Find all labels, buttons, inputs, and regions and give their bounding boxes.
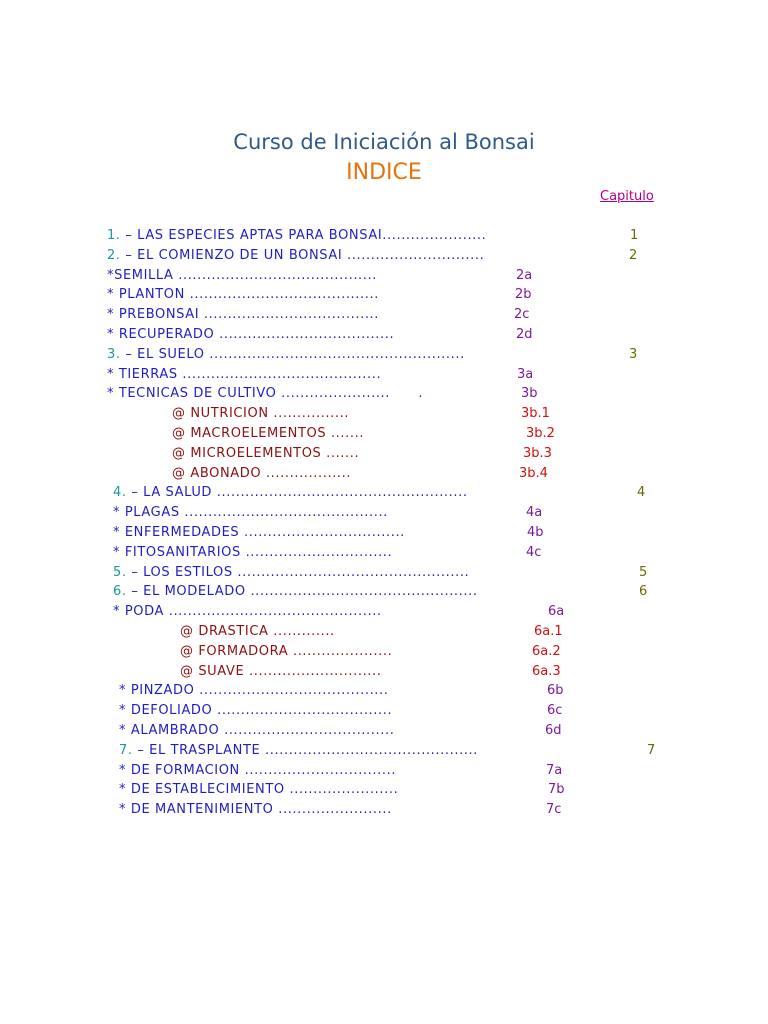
toc-entry xyxy=(172,424,364,444)
toc-entry-label: * FITOSANITARIOS ............................... xyxy=(113,544,393,560)
toc-entry-page: 6d xyxy=(545,723,562,738)
toc-entry-page: 2c xyxy=(514,307,530,323)
toc-entry xyxy=(113,582,478,602)
toc-entry xyxy=(113,563,469,583)
toc-entry-page: 6a xyxy=(548,604,565,620)
toc-entry-label: * PREBONSAI ..................................... xyxy=(107,307,380,323)
toc-entry-label: – EL TRASPLANTE ............................................. xyxy=(132,742,478,758)
toc-entry xyxy=(107,266,377,286)
toc-entry xyxy=(107,305,379,325)
toc-entry xyxy=(119,721,394,741)
toc-entry-label: – LAS ESPECIES APTAS PARA BONSAI...................... xyxy=(120,228,487,243)
toc-entry-label: * DE ESTABLECIMIENTO ....................... xyxy=(119,782,399,798)
toc-entry-page: 3b.4 xyxy=(519,465,548,481)
chapter-number: 3. xyxy=(107,346,121,362)
chapter-number: 7. xyxy=(119,742,133,758)
chapter-column-label: Capitulo xyxy=(600,189,654,204)
course-title: Curso de Iniciación al Bonsai xyxy=(233,130,535,154)
toc-entry xyxy=(180,622,335,642)
toc-entry-label: * PODA ............................................. xyxy=(113,604,382,620)
toc-entry xyxy=(119,741,478,761)
toc-entry-page: 4c xyxy=(526,544,542,560)
toc-entry-label: @ ABONADO .................. xyxy=(172,465,352,481)
toc-entry xyxy=(180,642,392,662)
toc-entry-label: * TECNICAS DE CULTIVO ....................... . xyxy=(107,386,424,402)
toc-entry-page: 2d xyxy=(516,327,533,342)
toc-entry xyxy=(107,325,394,345)
toc-entry xyxy=(107,285,379,305)
toc-entry-label: @ MACROELEMENTOS ....... xyxy=(172,426,365,441)
toc-entry-page: 3b xyxy=(521,386,538,402)
toc-entry xyxy=(119,701,392,721)
index-heading: INDICE xyxy=(346,160,422,185)
toc-entry-page: 7a xyxy=(546,762,563,778)
toc-entry-page: 2 xyxy=(629,247,638,263)
toc-entry-page: 6c xyxy=(547,703,563,719)
toc-entry xyxy=(180,662,382,682)
chapter-number: 2. xyxy=(107,247,121,263)
toc-entry-page: 2a xyxy=(516,267,533,283)
toc-entry-label: * PLAGAS ........................................... xyxy=(113,505,388,521)
toc-entry xyxy=(107,345,465,365)
toc-entry-page: 3b.3 xyxy=(523,445,552,461)
toc-entry xyxy=(113,483,468,503)
toc-entry-label: * PINZADO ........................................ xyxy=(119,683,389,699)
toc-entry-label: @ FORMADORA ..................... xyxy=(180,643,393,659)
toc-entry-label: @ NUTRICION ................ xyxy=(172,406,350,422)
toc-entry-label: @ SUAVE ............................ xyxy=(180,663,382,679)
toc-entry-page: 6 xyxy=(639,584,648,600)
toc-entry xyxy=(107,246,484,266)
toc-entry-page: 4 xyxy=(637,485,646,501)
toc-entry-page: 5 xyxy=(639,564,648,580)
toc-entry-page: 4a xyxy=(526,505,543,521)
toc-entry-label: * DE MANTENIMIENTO ........................ xyxy=(119,802,392,818)
toc-entry-page: 3a xyxy=(517,366,534,382)
toc-entry-label: * TIERRAS .......................................... xyxy=(107,366,382,382)
chapter-number: 5. xyxy=(113,564,127,580)
toc-entry-page: 3b.1 xyxy=(521,406,550,422)
toc-entry-label: * RECUPERADO ..................................... xyxy=(107,327,395,342)
chapter-number: 1. xyxy=(107,228,121,243)
toc-entry-page: 7 xyxy=(647,742,656,758)
toc-entry-label: * DEFOLIADO ..................................... xyxy=(119,703,393,719)
toc-entry-label: – EL MODELADO ................................................ xyxy=(126,584,478,600)
toc-entry-label: *SEMILLA .......................................... xyxy=(107,267,377,283)
toc-entry-page: 6a.3 xyxy=(532,663,561,679)
toc-entry xyxy=(113,503,388,523)
toc-entry-label: @ DRASTICA ............. xyxy=(180,624,335,639)
toc-entry-page: 1 xyxy=(630,228,639,243)
toc-entry xyxy=(107,384,423,404)
toc-entry xyxy=(172,444,359,464)
toc-entry-page: 6b xyxy=(547,683,564,699)
toc-entry xyxy=(172,404,349,424)
toc-entry xyxy=(113,543,392,563)
toc-entry xyxy=(172,464,351,484)
toc-entry xyxy=(119,681,389,701)
toc-entry-label: * ENFERMEDADES .................................. xyxy=(113,525,405,540)
toc-entry xyxy=(119,761,396,781)
toc-entry xyxy=(113,602,382,622)
toc-entry-label: @ MICROELEMENTOS ....... xyxy=(172,445,360,461)
toc-entry xyxy=(107,365,381,385)
toc-entry-page: 4b xyxy=(527,525,544,540)
toc-entry xyxy=(119,780,398,800)
toc-entry-label: – EL SUELO ...................................................... xyxy=(120,346,465,362)
toc-entry xyxy=(113,523,405,543)
toc-entry-page: 6a.1 xyxy=(534,624,563,639)
toc-entry xyxy=(107,226,486,246)
toc-entry-page: 3b.2 xyxy=(526,426,555,441)
toc-entry-label: * ALAMBRADO .................................... xyxy=(119,723,395,738)
toc-entry-label: – LOS ESTILOS ................................................. xyxy=(126,564,470,580)
toc-entry-label: * DE FORMACION ................................ xyxy=(119,762,397,778)
toc-entry-page: 7b xyxy=(548,782,565,798)
toc-entry-page: 3 xyxy=(629,346,638,362)
toc-entry-label: * PLANTON ........................................ xyxy=(107,287,379,303)
toc-entry-page: 2b xyxy=(515,287,532,303)
toc-entry-label: – EL COMIENZO DE UN BONSAI ............................. xyxy=(120,247,485,263)
toc-entry-page: 6a.2 xyxy=(532,643,561,659)
toc-entry xyxy=(119,800,392,820)
chapter-number: 6. xyxy=(113,584,127,600)
toc-entry-page: 7c xyxy=(546,802,562,818)
toc-entry-label: – LA SALUD ..................................................... xyxy=(126,485,468,501)
chapter-number: 4. xyxy=(113,485,127,501)
